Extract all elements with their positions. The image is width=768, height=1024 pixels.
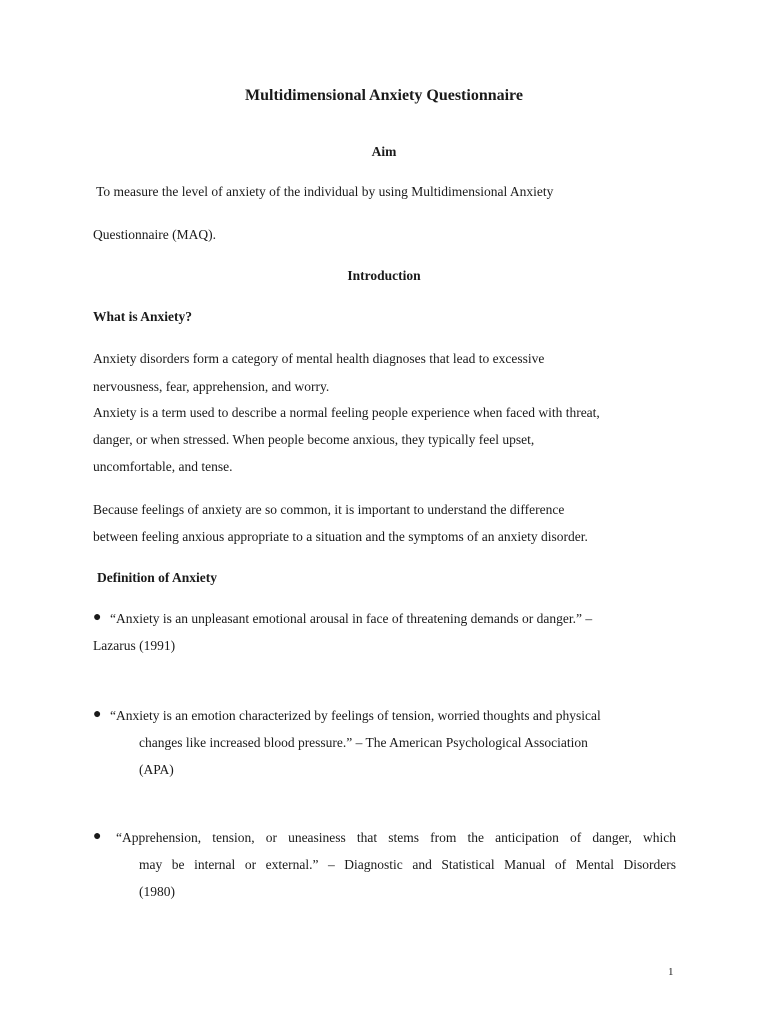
- what-is-anxiety-heading: What is Anxiety?: [93, 309, 193, 324]
- definition-2-line-3: (APA): [139, 762, 174, 777]
- bullet-icon: ●: [93, 610, 102, 625]
- definition-2-line-2: changes like increased blood pressure.” – The American Psychological Association: [139, 735, 588, 750]
- introduction-heading: Introduction: [347, 268, 421, 283]
- aim-text-line-2: Questionnaire (MAQ).: [93, 227, 216, 242]
- bullet-icon: ●: [93, 707, 102, 722]
- page-number: 1: [668, 966, 674, 978]
- definition-heading: Definition of Anxiety: [97, 570, 217, 585]
- paragraph1-line-2: nervousness, fear, apprehension, and worry.: [93, 379, 330, 394]
- paragraph1-line-1: Anxiety disorders form a category of mental health diagnoses that lead to excessive: [93, 351, 545, 366]
- definition-1-line-1: “Anxiety is an unpleasant emotional arousal in face of threatening demands or danger.” –: [110, 611, 593, 626]
- paragraph1-line-4: danger, or when stressed. When people become anxious, they typically feel upset,: [93, 432, 535, 447]
- aim-text-line-1: To measure the level of anxiety of the individual by using Multidimensional Anxiety: [93, 184, 554, 199]
- definition-1-line-2: Lazarus (1991): [93, 638, 176, 653]
- paragraph2-line-2: between feeling anxious appropriate to a situation and the symptoms of an anxiety disorder.: [93, 529, 588, 544]
- bullet-icon: ●: [93, 829, 102, 844]
- definition-3-line-3: (1980): [139, 884, 175, 899]
- aim-heading: Aim: [371, 144, 397, 159]
- definition-3-line-1: “Apprehension, tension, or uneasiness that stems from the anticipation of danger, which: [116, 830, 676, 845]
- paragraph1-line-3: Anxiety is a term used to describe a normal feeling people experience when faced with threat,: [93, 405, 600, 420]
- definition-2-line-1: “Anxiety is an emotion characterized by feelings of tension, worried thoughts and physical: [110, 708, 601, 723]
- document-title: Multidimensional Anxiety Questionnaire: [245, 87, 523, 104]
- paragraph2-line-1: Because feelings of anxiety are so common, it is important to understand the difference: [93, 502, 565, 517]
- definition-3-line-2: may be internal or external.” – Diagnostic and Statistical Manual of Mental Disorders: [139, 857, 676, 872]
- paragraph1-line-5: uncomfortable, and tense.: [93, 459, 233, 474]
